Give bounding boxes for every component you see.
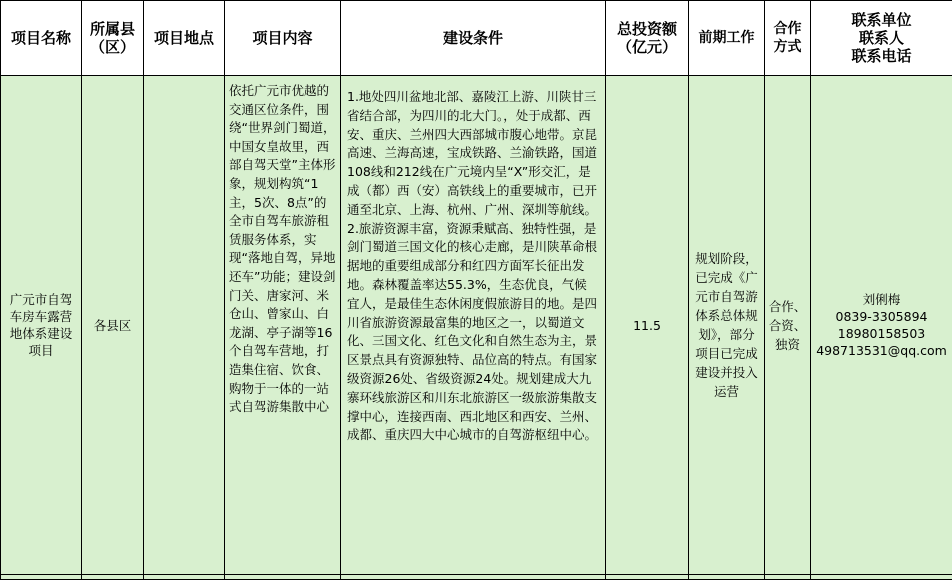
next-row-strip: [1, 575, 952, 580]
header-county-line2: （区）: [82, 38, 143, 56]
contact-phone-2: 18980158503: [811, 325, 952, 342]
conditions-paragraph-2: 2.旅游资源丰富，资源秉赋高、独特性强，是剑门蜀道三国文化的核心走廊，是川陕革命根据地的重要组成部分和红四方面军长征出发地。森林覆盖率达55.3%，生态优良，气候宜人，是最佳生态休闲度假旅游目的地。是四川省旅游资源最富集的地区之一，以蜀道文化、三国文化、红色文化和自然生态为主，景区景点具有资源独特、品位高的特点。有国家级资源26处、省级资源24处。规划建成大九寨环线旅游区和川东北旅游区一级旅游集散支撑中心，连接西南、西北地区和西安、兰州、成都、重庆四大中心城市的自驾游枢纽中心。: [347, 220, 599, 446]
header-location: 项目地点: [144, 1, 225, 76]
header-contact-line3: 联系电话: [811, 47, 952, 65]
contact-name: 刘俐梅: [811, 291, 952, 308]
header-county: [82, 1, 144, 76]
header-contact-line1: 联系单位: [811, 11, 952, 29]
header-preliminary: 前期工作: [689, 1, 765, 76]
cell-county: 各县区: [82, 76, 144, 575]
header-coop-line1: 合作: [765, 20, 810, 38]
cell-conditions: [341, 76, 606, 575]
contact-email: 498713531@qq.com: [811, 342, 952, 359]
header-row: [1, 1, 952, 76]
header-content: 项目内容: [225, 1, 341, 76]
header-conditions: 建设条件: [341, 1, 606, 76]
cell-location: [144, 76, 225, 575]
cell-contact: [811, 76, 952, 575]
cell-preliminary: 规划阶段，已完成《广元市自驾游体系总体规划》，部分项目已完成建设并投入运营: [689, 76, 765, 575]
header-investment-line1: 总投资额: [606, 20, 688, 38]
cell-content: 依托广元市优越的交通区位条件，围绕“世界剑门蜀道，中国女皇故里，西部自驾天堂”主体形象，规划构筑“1主，5次、8点”的全市自驾车旅游租赁服务体系，实现“落地自驾，异地还车”功能；建设剑门关、唐家河、米仓山、曾家山、白龙湖、亭子湖等16个自驾车营地，打造集住宿、饮食、购物于一体的一站式自驾游集散中心: [225, 76, 341, 575]
header-investment-line2: （亿元）: [606, 38, 688, 56]
header-contact: [811, 1, 952, 76]
header-county-line1: 所属县: [82, 20, 143, 38]
header-project-name: 项目名称: [1, 1, 82, 76]
header-contact-line2: 联系人: [811, 29, 952, 47]
header-coop-line2: 方式: [765, 38, 810, 56]
cell-project-name: 广元市自驾车房车露营地体系建设项目: [1, 76, 82, 575]
header-cooperation: [765, 1, 811, 76]
cell-investment: 11.5: [606, 76, 689, 575]
conditions-paragraph-1: 1.地处四川盆地北部、嘉陵江上游、川陕甘三省结合部，为四川的北大门。，处于成都、西安、重庆、兰州四大西部城市腹心地带。京昆高速、兰海高速，宝成铁路、兰渝铁路，国道108线和212线在广元境内呈“X”形交汇，是成（都）西（安）高铁线上的重要城市，已开通至北京、上海、杭州、广州、深圳等航线。: [347, 88, 599, 220]
header-investment: [606, 1, 689, 76]
table-row: [1, 76, 952, 575]
contact-phone-1: 0839-3305894: [811, 308, 952, 325]
cell-cooperation: 合作、合资、独资: [765, 76, 811, 575]
